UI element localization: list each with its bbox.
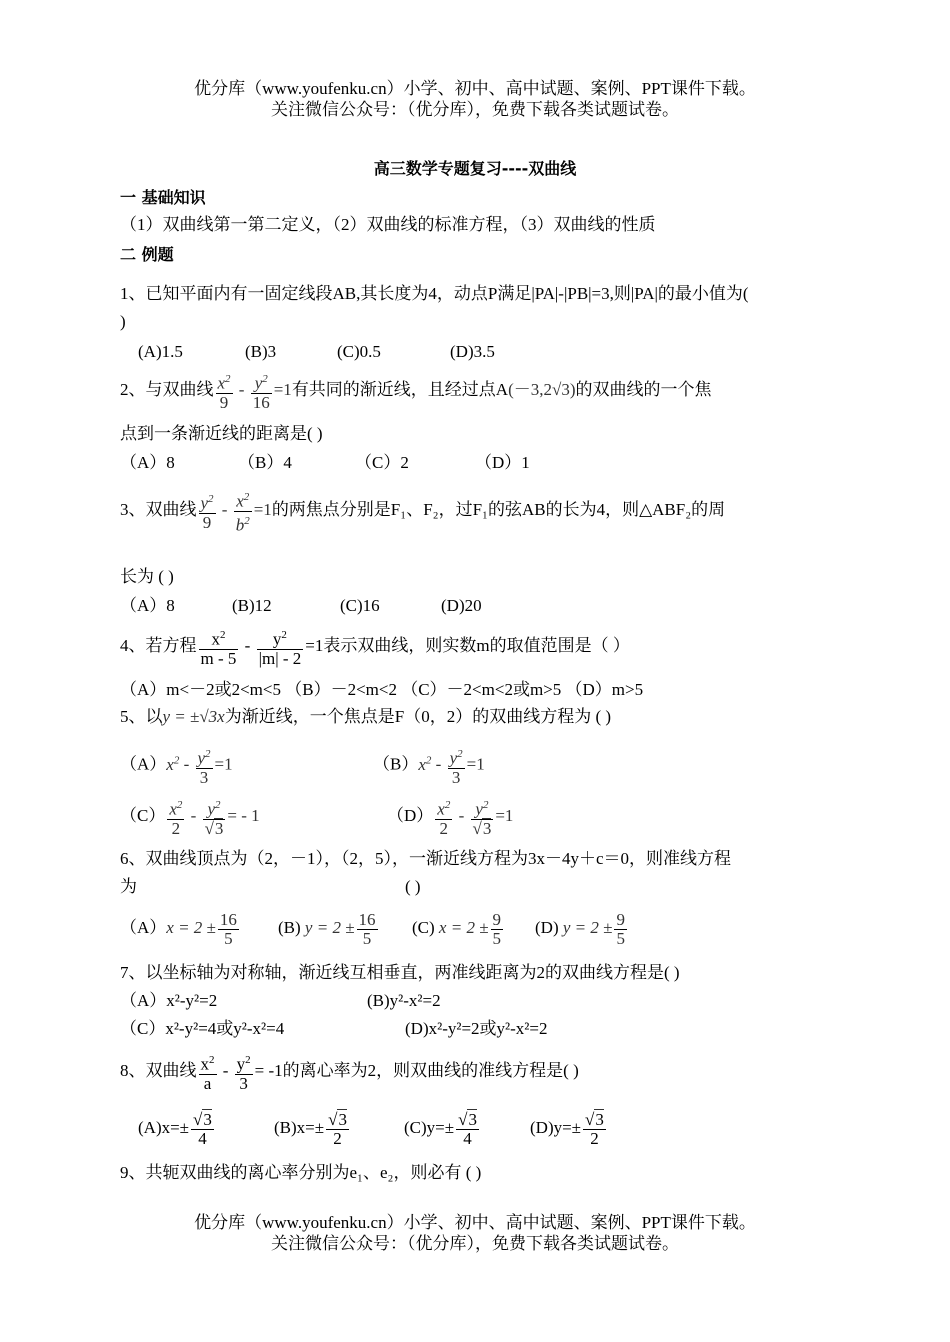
q7-option-c: （C）x²-y²=4或y²-x²=4 [120, 1019, 285, 1038]
q7-stem: 7、以坐标轴为对称轴，渐近线互相垂直，两准线距离为2的双曲线方程是( ) [120, 963, 680, 982]
q3-option-d: (D)20 [441, 596, 482, 615]
q6-option-a: （A）x = 2 ± $\frac{16}{5}$ [120, 909, 237, 948]
q7-option-d: (D)x²-y²=2或y²-x²=2 [405, 1019, 548, 1038]
q5-option-c: （C） $\frac{x^2}{2}$ - $\frac{y^2}{√3}$ = - 1 [120, 799, 260, 838]
q9-stem: 9、共轭双曲线的离心率分别为e₁、e₂，则必有 ( ) [120, 1163, 482, 1182]
q6-answer-paren: ( ) [405, 877, 421, 896]
q5-option-a: $(A)x^2$ - $\frac{y^2}{3}$ =1 [120, 747, 233, 787]
q8-option-c: (C)y=± $\frac{√3}{4}$ [404, 1109, 477, 1148]
q4-fraction-1: $\frac{x^2}{m - 5}$ [200, 629, 237, 668]
q1-stem: 1、已知平面内有一固定线段AB,其长度为4，动点P满足|PA|-|PB|=3,则|PA|的最小值为( [120, 284, 749, 303]
q1-option-c: (C)0.5 [337, 342, 381, 361]
q2-point: (－3,2√3) [508, 380, 576, 399]
q1-option-b: (B)3 [245, 342, 277, 361]
q2-fraction-y: $\frac{y^2}{16}$ [252, 373, 270, 412]
header-line-2: 关注微信公众号：（优分库），免费下载各类试题试卷。 [271, 100, 679, 119]
q8-option-d: (D)y=± $\frac{√3}{2}$ [530, 1109, 604, 1148]
q3-fraction-y: $\frac{y^2}{9}$ [200, 493, 214, 532]
section-heading-examples: 二 例题 [120, 245, 174, 264]
q1-stem-cont: ) [120, 312, 126, 331]
footer-line-1: 优分库（www.youfenku.cn）小学、初中、高中试题、案例、PPT课件下载。 [194, 1213, 756, 1232]
q6-stem-cont: 为 [120, 877, 137, 896]
q2-option-d: （D）1 [475, 453, 530, 472]
q2-stem: 2、与双曲线 $\frac{x^2}{9}$ - $\frac{y^2}{16}$ =1有共同的渐近线，且经过点A(－3,2√3)的双曲线的一个焦 [120, 368, 712, 412]
q6-option-b: (B) y = 2 ± $\frac{16}{5}$ [278, 909, 376, 948]
q2-fraction-x: $\frac{x^2}{9}$ [217, 373, 231, 412]
q3-option-a: （A）8 [120, 596, 175, 615]
q5-asymptote: y = ±√3x [162, 707, 225, 726]
q4-options: （A）m<－2或2<m<5 （B）－2<m<2 （C）－2<m<2或m>5 （D）m>5 [120, 680, 644, 699]
q8-option-a: (A)x=± $\frac{√3}{4}$ [138, 1109, 212, 1148]
q5-option-b: $(B)x^2$ - $\frac{y^2}{3}$ =1 [373, 747, 485, 787]
q5-stem: 5、以y = ±√3x为渐近线，一个焦点是F（0，2）的双曲线方程为 ( ) [120, 707, 612, 726]
q1-option-a: (A)1.5 [138, 342, 183, 361]
q3-option-c: (C)16 [340, 596, 380, 615]
q2-option-a: （A）8 [120, 453, 175, 472]
q7-option-b: (B)y²-x²=2 [367, 991, 441, 1010]
q8-option-b: (B)x=± $\frac{√3}{2}$ [274, 1109, 347, 1148]
q6-stem: 6、双曲线顶点为（2，－1），（2，5），一渐近线方程为3x－4y＋c＝0，则准线方程 [120, 849, 732, 868]
q3-fraction-x: $\frac{x^2}{b^2}$ [235, 491, 250, 535]
q4-fraction-2: $\frac{y^2}{|m| - 2}$ [258, 629, 302, 668]
q6-option-d: (D) y = 2 ± $\frac{9}{5}$ [535, 909, 625, 948]
header-line-1: 优分库（www.youfenku.cn）小学、初中、高中试题、案例、PPT课件下载。 [194, 79, 756, 98]
q6-option-c: (C) x = 2 ± $\frac{9}{5}$ [412, 909, 502, 948]
q7-option-a: （A）x²-y²=2 [120, 991, 218, 1010]
section-heading-basics: 一 基础知识 [120, 188, 206, 207]
page-title: 高三数学专题复习----双曲线 [373, 159, 577, 178]
q4-stem: 4、若方程 $\frac{x^2}{m - 5}$ - $\frac{y^2}{|m| - 2}$ =1表示双曲线，则实数m的取值范围是（ ） [120, 624, 630, 668]
q8-stem: 8、双曲线 $\frac{x^2}{a}$ - $\frac{y^2}{3}$ = -1的离心率为2，则双曲线的准线方程是( ) [120, 1054, 579, 1093]
q5-option-d: （D） $\frac{x^2}{2}$ - $\frac{y^2}{√3}$ =1 [387, 799, 514, 838]
section-basics-content: （1）双曲线第一第二定义，（2）双曲线的标准方程，（3）双曲线的性质 [120, 215, 656, 234]
q1-option-d: (D)3.5 [450, 342, 495, 361]
q3-stem-cont: 长为 ( ) [120, 567, 174, 586]
q2-option-b: （B）4 [238, 453, 292, 472]
q3-stem: 3、双曲线 $\frac{y^2}{9}$ - $\frac{x^2}{b^2}$ =1的两焦点分别是F₁、F₂，过F₁的弦AB的长为4，则△ABF₂的周 [120, 488, 725, 534]
q2-stem-cont: 点到一条渐近线的距离是( ) [120, 424, 323, 443]
q2-option-c: （C）2 [355, 453, 409, 472]
q3-option-b: (B)12 [232, 596, 272, 615]
footer-line-2: 关注微信公众号：（优分库），免费下载各类试题试卷。 [271, 1234, 679, 1253]
